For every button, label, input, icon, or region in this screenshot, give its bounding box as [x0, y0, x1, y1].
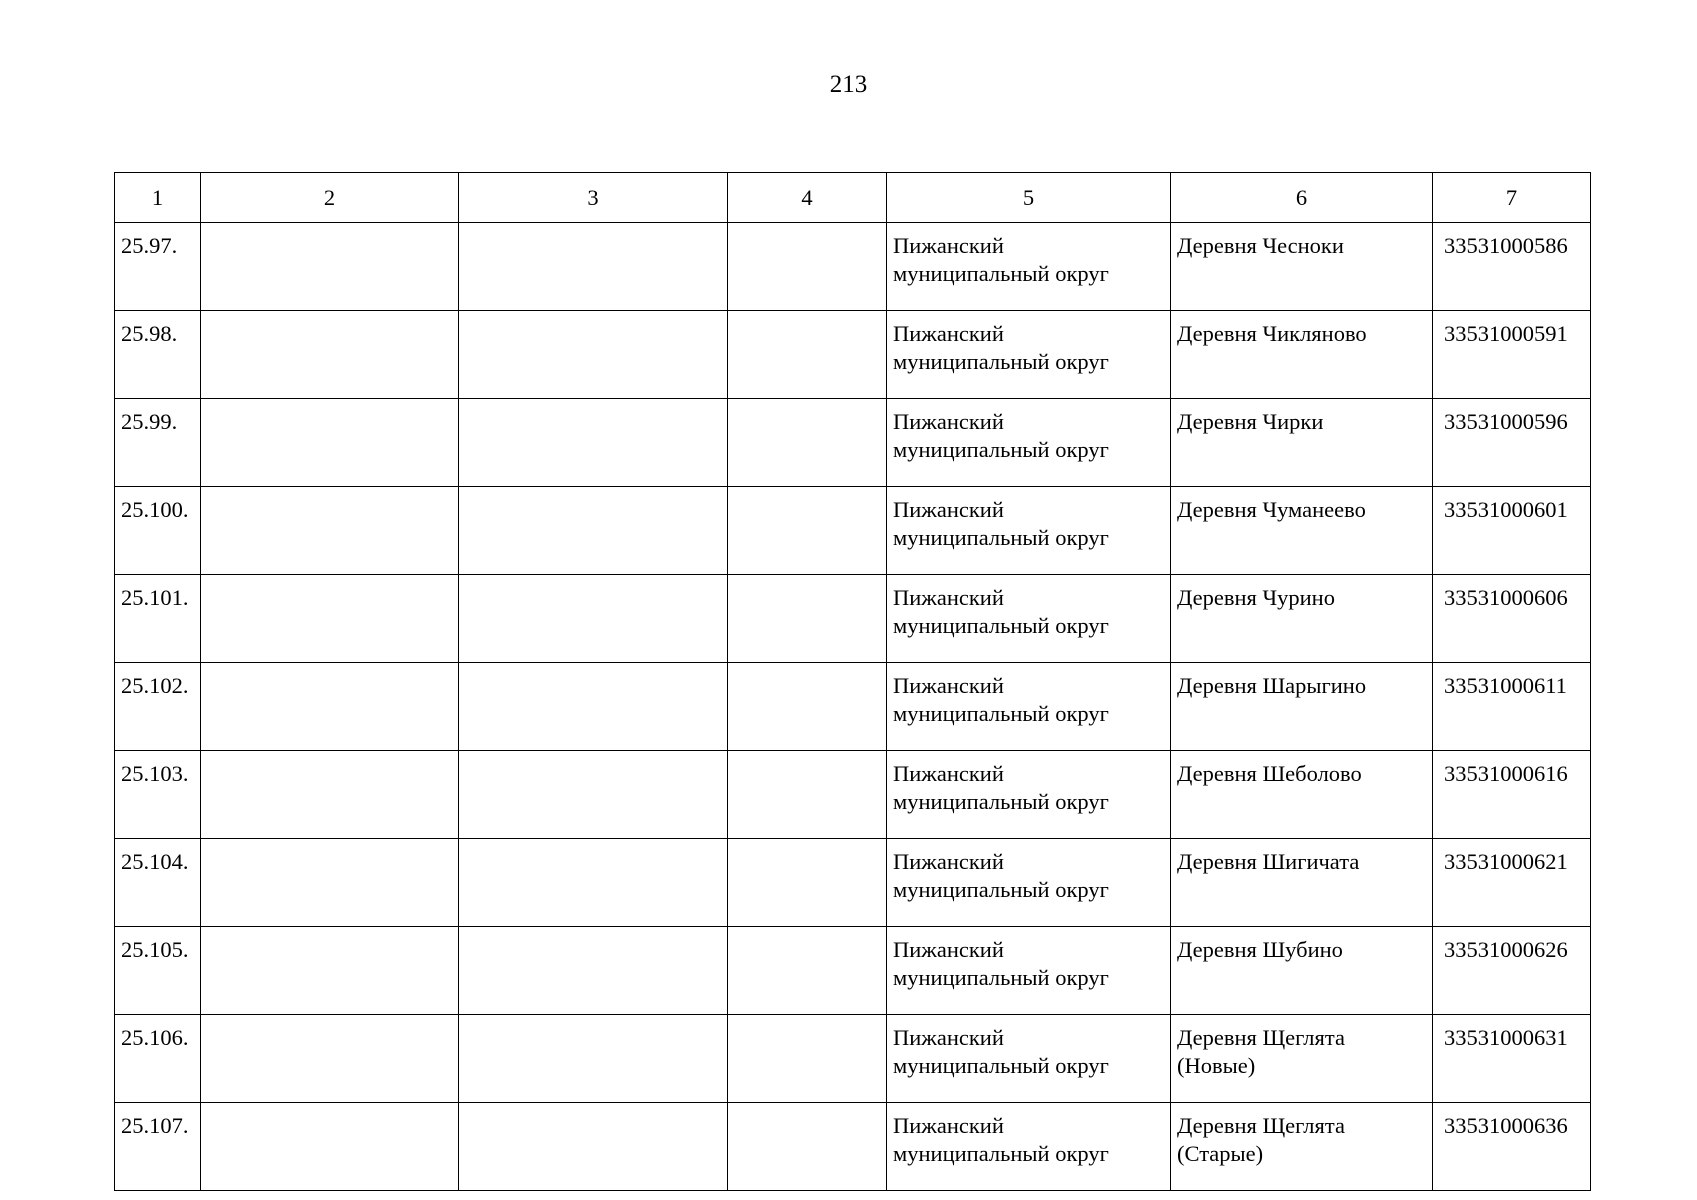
- empty-cell: [201, 663, 459, 751]
- district-cell: Пижанский муниципальный округ: [887, 575, 1171, 663]
- code-cell: 33531000586: [1433, 223, 1591, 311]
- table-row: [115, 223, 1591, 311]
- empty-cell: [459, 751, 728, 839]
- empty-cell: [459, 575, 728, 663]
- empty-cell: [459, 311, 728, 399]
- column-header: 1: [115, 173, 201, 223]
- code-cell: 33531000626: [1433, 927, 1591, 1015]
- empty-cell: [459, 839, 728, 927]
- row-number-cell: 25.101.: [115, 575, 201, 663]
- code-cell: 33531000616: [1433, 751, 1591, 839]
- table-row: [115, 311, 1591, 399]
- table-row: [115, 1103, 1591, 1191]
- code-cell: 33531000636: [1433, 1103, 1591, 1191]
- column-header: 6: [1171, 173, 1433, 223]
- empty-cell: [728, 927, 887, 1015]
- empty-cell: [728, 487, 887, 575]
- code-cell: 33531000606: [1433, 575, 1591, 663]
- settlement-cell: Деревня Щеглята (Старые): [1171, 1103, 1433, 1191]
- code-cell: 33531000591: [1433, 311, 1591, 399]
- empty-cell: [201, 399, 459, 487]
- empty-cell: [459, 927, 728, 1015]
- table-row: [115, 1015, 1591, 1103]
- settlement-cell: Деревня Чуманеево: [1171, 487, 1433, 575]
- row-number-cell: 25.100.: [115, 487, 201, 575]
- table-row: [115, 663, 1591, 751]
- empty-cell: [201, 751, 459, 839]
- empty-cell: [201, 839, 459, 927]
- empty-cell: [201, 487, 459, 575]
- row-number-cell: 25.97.: [115, 223, 201, 311]
- table-row: [115, 487, 1591, 575]
- row-number-cell: 25.99.: [115, 399, 201, 487]
- district-cell: Пижанский муниципальный округ: [887, 927, 1171, 1015]
- empty-cell: [201, 927, 459, 1015]
- settlement-cell: Деревня Чирки: [1171, 399, 1433, 487]
- empty-cell: [201, 575, 459, 663]
- empty-cell: [728, 839, 887, 927]
- district-cell: Пижанский муниципальный округ: [887, 663, 1171, 751]
- empty-cell: [728, 399, 887, 487]
- district-cell: Пижанский муниципальный округ: [887, 839, 1171, 927]
- empty-cell: [728, 575, 887, 663]
- code-cell: 33531000611: [1433, 663, 1591, 751]
- empty-cell: [728, 1103, 887, 1191]
- empty-cell: [459, 663, 728, 751]
- empty-cell: [728, 1015, 887, 1103]
- district-cell: Пижанский муниципальный округ: [887, 751, 1171, 839]
- district-cell: Пижанский муниципальный округ: [887, 399, 1171, 487]
- settlement-cell: Деревня Щеглята (Новые): [1171, 1015, 1433, 1103]
- settlement-cell: Деревня Чикляново: [1171, 311, 1433, 399]
- district-cell: Пижанский муниципальный округ: [887, 311, 1171, 399]
- empty-cell: [728, 223, 887, 311]
- row-number-cell: 25.107.: [115, 1103, 201, 1191]
- empty-cell: [459, 487, 728, 575]
- empty-cell: [459, 399, 728, 487]
- column-header: 4: [728, 173, 887, 223]
- row-number-cell: 25.98.: [115, 311, 201, 399]
- row-number-cell: 25.104.: [115, 839, 201, 927]
- column-header: 5: [887, 173, 1171, 223]
- empty-cell: [459, 1103, 728, 1191]
- table-body: [115, 223, 1591, 1191]
- district-cell: Пижанский муниципальный округ: [887, 1015, 1171, 1103]
- district-cell: Пижанский муниципальный округ: [887, 1103, 1171, 1191]
- settlement-cell: Деревня Шигичата: [1171, 839, 1433, 927]
- row-number-cell: 25.102.: [115, 663, 201, 751]
- column-header: 7: [1433, 173, 1591, 223]
- header-row: [115, 173, 1591, 223]
- empty-cell: [201, 223, 459, 311]
- table-row: [115, 575, 1591, 663]
- empty-cell: [201, 311, 459, 399]
- empty-cell: [201, 1015, 459, 1103]
- code-cell: 33531000601: [1433, 487, 1591, 575]
- empty-cell: [459, 1015, 728, 1103]
- table-row: [115, 751, 1591, 839]
- district-cell: Пижанский муниципальный округ: [887, 487, 1171, 575]
- empty-cell: [201, 1103, 459, 1191]
- column-header: 3: [459, 173, 728, 223]
- row-number-cell: 25.105.: [115, 927, 201, 1015]
- row-number-cell: 25.106.: [115, 1015, 201, 1103]
- code-cell: 33531000596: [1433, 399, 1591, 487]
- settlement-cell: Деревня Шеболово: [1171, 751, 1433, 839]
- settlement-cell: Деревня Шарыгино: [1171, 663, 1433, 751]
- settlement-cell: Деревня Шубино: [1171, 927, 1433, 1015]
- code-cell: 33531000621: [1433, 839, 1591, 927]
- row-number-cell: 25.103.: [115, 751, 201, 839]
- empty-cell: [728, 663, 887, 751]
- empty-cell: [459, 223, 728, 311]
- column-header: 2: [201, 173, 459, 223]
- table-row: [115, 839, 1591, 927]
- district-cell: Пижанский муниципальный округ: [887, 223, 1171, 311]
- table-header: [115, 173, 1591, 223]
- settlement-cell: Деревня Чурино: [1171, 575, 1433, 663]
- table-row: [115, 927, 1591, 1015]
- data-table: [114, 172, 1591, 1191]
- empty-cell: [728, 311, 887, 399]
- empty-cell: [728, 751, 887, 839]
- settlement-cell: Деревня Чесноки: [1171, 223, 1433, 311]
- code-cell: 33531000631: [1433, 1015, 1591, 1103]
- page-number: 213: [829, 71, 868, 98]
- table-row: [115, 399, 1591, 487]
